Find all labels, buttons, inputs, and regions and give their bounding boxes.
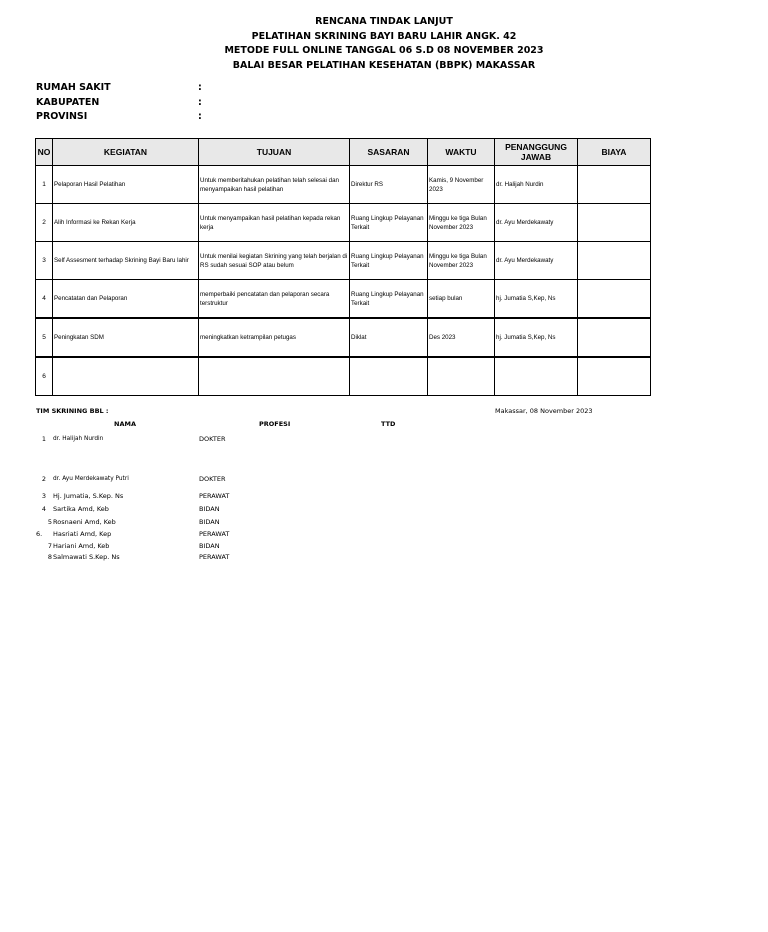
member-name: Hasriati Amd, Kep [53, 530, 112, 538]
cell-no: 5 [36, 318, 53, 357]
cell-biaya [578, 357, 651, 396]
cell-kegiatan: Self Assesment terhadap Skrining Bayi Baru lahir [53, 242, 199, 280]
cell-no: 2 [36, 204, 53, 242]
title-line-2: PELATIHAN SKRINING BAYI BARU LAHIR ANGK. 42 [251, 30, 517, 42]
member-name: Rosnaeni Amd, Keb [53, 518, 116, 526]
member-name: Hj. Jumatia, S.Kep. Ns [53, 492, 124, 500]
member-name: Hariani Amd, Keb [53, 542, 110, 550]
cell-waktu: Des 2023 [428, 318, 495, 357]
cell-waktu: Kamis, 9 November 2023 [428, 166, 495, 204]
cell-sasaran: Diklat [350, 318, 428, 357]
cell-penanggung-jawab: hj. Jumatia S,Kep, Ns [495, 280, 578, 319]
member-no: 5 [47, 518, 52, 526]
cell-penanggung-jawab: hj. Jumatia S,Kep, Ns [495, 318, 578, 357]
table-row [36, 318, 651, 357]
table-row [36, 242, 651, 280]
table-row [36, 166, 651, 204]
cell-kegiatan: Alih Informasi ke Rekan Kerja [53, 204, 199, 242]
member-profession: PERAWAT [199, 530, 230, 538]
member-no: 4 [41, 505, 46, 513]
cell-penanggung-jawab: dr. Ayu Merdekawaty [495, 242, 578, 280]
cell-biaya [578, 166, 651, 204]
field-separator: : [198, 111, 202, 122]
cell-tujuan: Untuk menilai kegiatan Skrining yang telah berjalan di RS sudah sesuai SOP atau belum [199, 242, 350, 280]
member-profession: PERAWAT [199, 492, 230, 500]
identity-fields [36, 81, 202, 125]
cell-kegiatan [53, 357, 199, 396]
cell-tujuan: memperbaiki pencatatan dan pelaporan secara terstruktur [199, 280, 350, 319]
document-title-block [0, 15, 768, 73]
title-line-1: RENCANA TINDAK LANJUT [315, 16, 453, 27]
member-name: Salmawati S.Kep. Ns [53, 553, 120, 561]
column-ttd: TTD [381, 420, 396, 428]
member-no: 6. [36, 530, 43, 538]
field-label: PROVINSI [36, 111, 88, 122]
cell-biaya [578, 204, 651, 242]
cell-tujuan: Untuk memberitahukan pelatihan telah selesai dan menyampaikan hasil pelatihan [199, 166, 350, 204]
member-profession: DOKTER [199, 475, 226, 483]
cell-tujuan: Untuk menyampaikan hasil pelatihan kepada rekan kerja [199, 204, 350, 242]
field-provinsi [36, 110, 202, 125]
member-name: dr. Halijah Nurdin [53, 436, 104, 442]
table-row [36, 280, 651, 319]
cell-kegiatan: Peningkatan SDM [53, 318, 199, 357]
member-profession: PERAWAT [199, 553, 230, 561]
member-name: dr. Ayu Merdekawaty Putri [53, 476, 129, 482]
member-profession: BIDAN [199, 505, 220, 513]
cell-no: 4 [36, 280, 53, 319]
action-plan-table [35, 138, 651, 396]
header-kegiatan: KEGIATAN [53, 139, 199, 166]
place-date: Makassar, 08 November 2023 [495, 407, 593, 415]
member-name: Sartika Amd, Keb [53, 505, 109, 513]
field-separator: : [198, 82, 202, 93]
cell-waktu: Minggu ke tiga Bulan November 2023 [428, 204, 495, 242]
member-no: 1 [41, 435, 46, 443]
cell-no: 3 [36, 242, 53, 280]
table-row [36, 357, 651, 396]
cell-no: 6 [36, 357, 53, 396]
cell-sasaran: Ruang Lingkup Pelayanan Terkait [350, 204, 428, 242]
cell-tujuan [199, 357, 350, 396]
header-sasaran: SASARAN [350, 139, 428, 166]
header-waktu: WAKTU [428, 139, 495, 166]
member-profession: BIDAN [199, 518, 220, 526]
table-header-row [36, 139, 651, 166]
cell-penanggung-jawab: dr. Ayu Merdekawaty [495, 204, 578, 242]
team-label: TIM SKRINING BBL : [36, 407, 109, 415]
member-no: 2 [41, 475, 46, 483]
cell-waktu: setiap bulan [428, 280, 495, 319]
field-rumah-sakit [36, 81, 202, 96]
member-no: 3 [41, 492, 46, 500]
column-nama: NAMA [114, 420, 136, 428]
cell-sasaran [350, 357, 428, 396]
column-profesi: PROFESI [259, 420, 291, 428]
field-label: KABUPATEN [36, 96, 100, 108]
cell-sasaran: Ruang Lingkup Pelayanan Terkait [350, 280, 428, 319]
member-no: 8 [47, 553, 52, 561]
cell-sasaran: Direktur RS [350, 166, 428, 204]
header-tujuan: TUJUAN [199, 139, 350, 166]
title-line-4: BALAI BESAR PELATIHAN KESEHATAN (BBPK) MAKASSAR [232, 59, 536, 71]
header-no: NO [36, 139, 53, 166]
table-row [36, 204, 651, 242]
cell-kegiatan: Pelaporan Hasil Pelatihan [53, 166, 199, 204]
member-profession: DOKTER [199, 435, 226, 443]
header-penanggung-jawab: PENANGGUNG JAWAB [495, 139, 578, 166]
field-kabupaten [36, 96, 202, 111]
cell-no: 1 [36, 166, 53, 204]
cell-kegiatan: Pencatatan dan Pelaporan [53, 280, 199, 319]
cell-tujuan: meningkatkan ketrampilan petugas [199, 318, 350, 357]
cell-waktu [428, 357, 495, 396]
cell-penanggung-jawab: dr. Halijah Nurdin [495, 166, 578, 204]
cell-waktu: Minggu ke tiga Bulan November 2023 [428, 242, 495, 280]
cell-biaya [578, 318, 651, 357]
cell-biaya [578, 280, 651, 319]
header-biaya: BIAYA [578, 139, 651, 166]
cell-biaya [578, 242, 651, 280]
title-line-3: METODE FULL ONLINE TANGGAL 06 S.D 08 NOVEMBER 2023 [224, 45, 544, 56]
field-label: RUMAH SAKIT [36, 82, 111, 93]
member-profession: BIDAN [199, 542, 220, 550]
cell-penanggung-jawab [495, 357, 578, 396]
cell-sasaran: Ruang Lingkup Pelayanan Terkait [350, 242, 428, 280]
member-no: 7 [47, 542, 52, 550]
field-separator: : [198, 96, 202, 108]
